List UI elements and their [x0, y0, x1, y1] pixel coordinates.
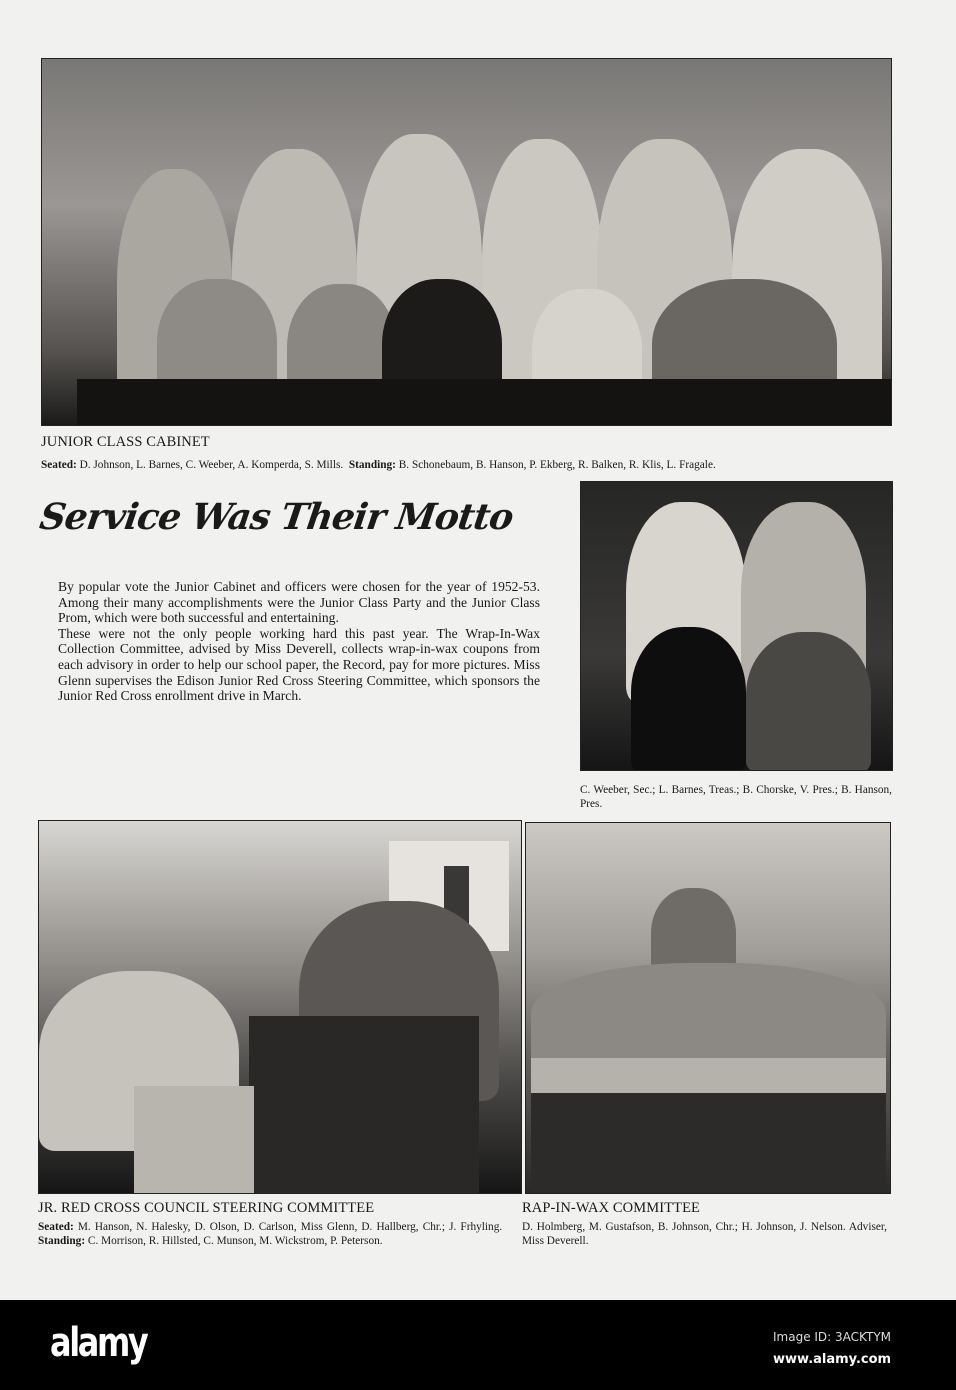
site-url: www.alamy.com: [773, 1352, 892, 1367]
standing-label: Standing:: [348, 459, 396, 471]
class-officers-photo: [580, 481, 893, 771]
article-heading: Service Was Their Motto: [37, 496, 516, 538]
article-body: [58, 579, 540, 704]
seated-label: Seated:: [38, 1221, 74, 1233]
red-cross-caption: [38, 1220, 505, 1248]
officers-caption: C. Weeber, Sec.; L. Barnes, Treas.; B. Chorske, V. Pres.; B. Hanson, Pres.: [580, 784, 892, 810]
rap-in-wax-committee-photo: [525, 822, 891, 1194]
red-cross-committee-photo: [38, 820, 522, 1194]
standing-names: B. Schonebaum, B. Hanson, P. Ekberg, R. Balken, R. Klis, L. Fragale.: [398, 459, 716, 471]
watermark-footer: [0, 1300, 956, 1390]
red-cross-caption-title: JR. RED CROSS COUNCIL STEERING COMMITTEE: [38, 1200, 375, 1216]
standing-label: Standing:: [38, 1235, 86, 1247]
cabinet-caption: [41, 458, 901, 472]
cabinet-caption-title: JUNIOR CLASS CABINET: [41, 434, 210, 450]
wax-caption-title: RAP-IN-WAX COMMITTEE: [522, 1200, 700, 1216]
standing-names: C. Morrison, R. Hillsted, C. Munson, M. Wickstrom, P. Peterson.: [87, 1235, 383, 1247]
image-id: Image ID: 3ACKTYM: [773, 1330, 891, 1344]
junior-class-cabinet-photo: [41, 58, 892, 426]
paragraph: By popular vote the Junior Cabinet and officers were chosen for the year of 1952-53. Among their many accomplishments were the Junior Class Party and the Junior Class Prom, which were both successful and entertaining.: [58, 579, 540, 626]
alamy-logo: alamy: [50, 1320, 147, 1366]
seated-names: M. Hanson, N. Halesky, D. Olson, D. Carlson, Miss Glenn, D. Hallberg, Chr.; J. Frhyling.: [77, 1221, 503, 1233]
wax-caption: D. Holmberg, M. Gustafson, B. Johnson, Chr.; H. Johnson, J. Nelson. Adviser, Miss Deverell.: [522, 1221, 887, 1247]
seated-names: D. Johnson, L. Barnes, C. Weeber, A. Komperda, S. Mills.: [79, 459, 344, 471]
paragraph: These were not the only people working hard this past year. The Wrap-In-Wax Collection Committee, advised by Miss Deverell, collects wrap-in-wax coupons from each advisory in order to help our school paper, the Record, pay for more pictures. Miss Glenn supervises the Edison Junior Red Cross Steering Committee, which sponsors the Junior Red Cross enrollment drive in March.: [58, 625, 540, 704]
seated-label: Seated:: [41, 459, 77, 471]
